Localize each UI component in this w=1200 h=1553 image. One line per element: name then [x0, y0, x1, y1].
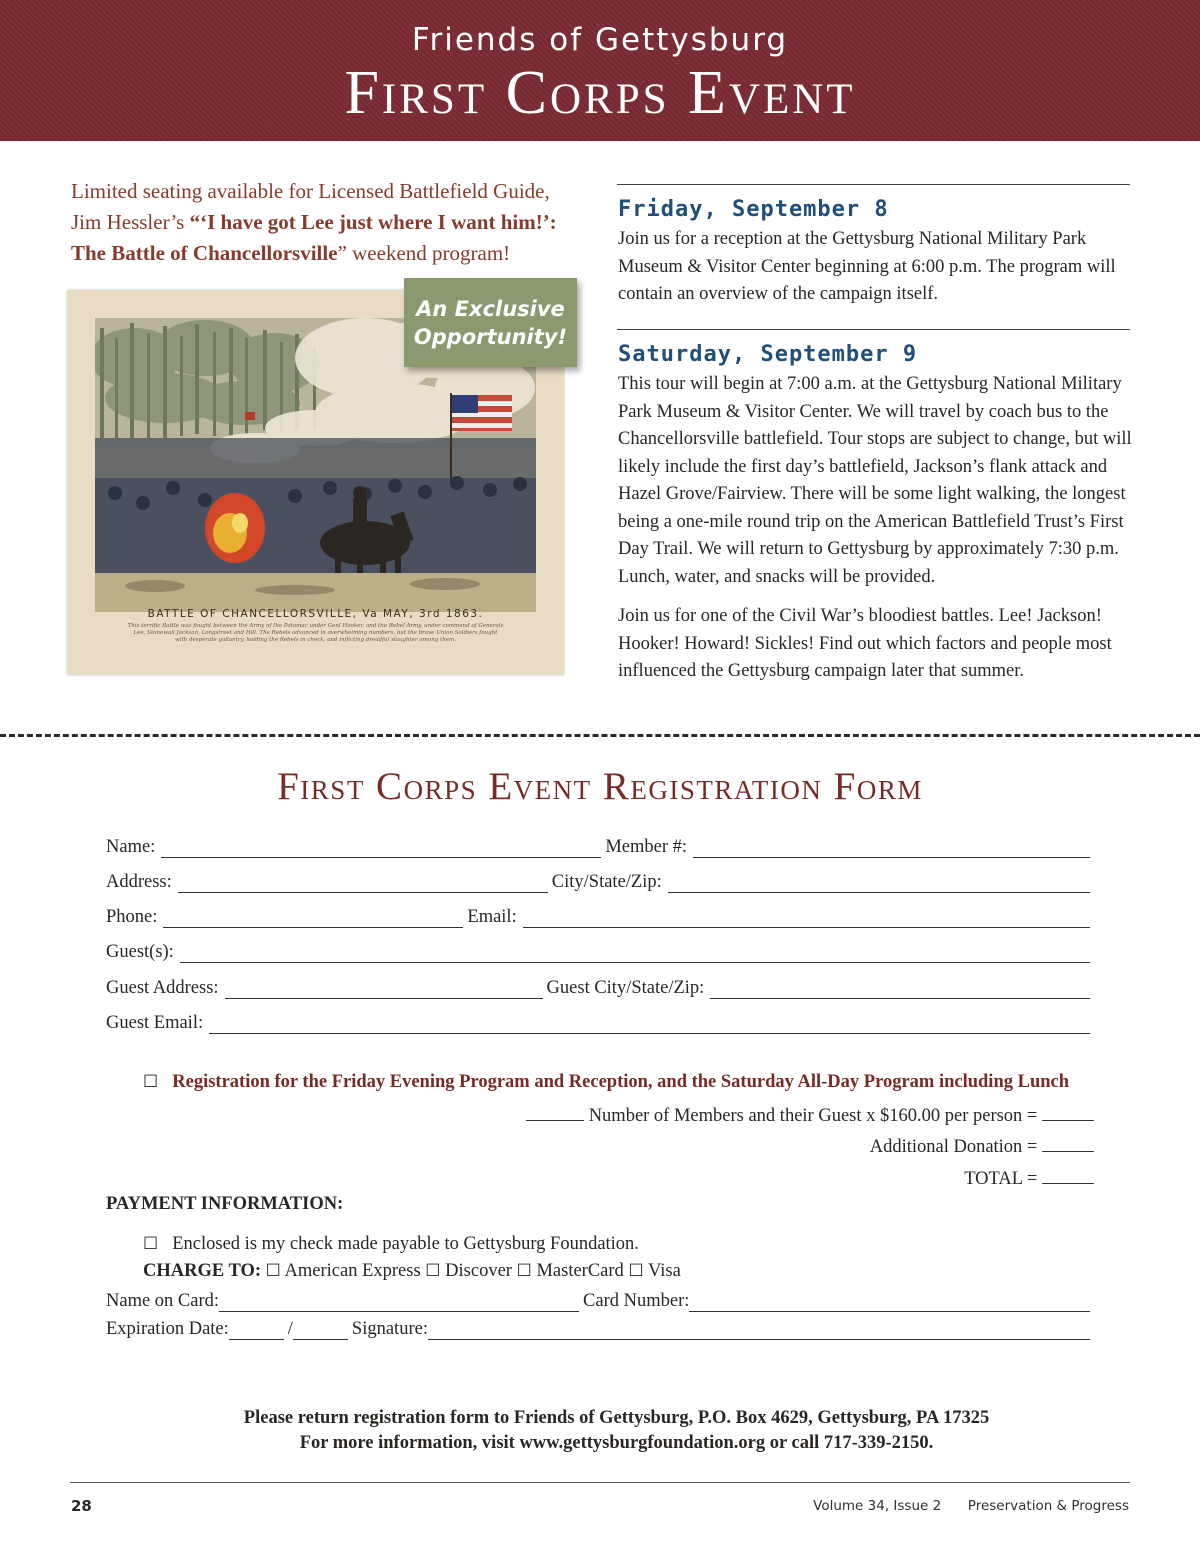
check-option-label: Enclosed is my check made payable to Gettysburg Foundation.	[172, 1234, 639, 1254]
friday-title: Friday, September 8	[618, 197, 889, 222]
banner-title: First Corps Event	[344, 59, 856, 127]
address-field[interactable]	[178, 874, 548, 893]
city-label: City/State/Zip:	[551, 872, 662, 892]
return-address: Please return registration form to Friends of Gettysburg, P.O. Box 4629, Gettysburg, PA 17325	[243, 1408, 990, 1428]
city-state-zip-field[interactable]	[668, 874, 1090, 893]
discover-checkbox[interactable]: ☐	[425, 1261, 441, 1281]
members-subtotal-field[interactable]	[1042, 1104, 1094, 1121]
donation-label: Additional Donation =	[869, 1137, 1038, 1157]
guests-label: Guest(s):	[106, 942, 174, 962]
check-option-row	[143, 1234, 639, 1255]
signature-field[interactable]	[428, 1321, 1090, 1340]
mastercard-checkbox[interactable]: ☐	[516, 1261, 532, 1281]
name-field[interactable]	[161, 839, 601, 858]
exclusive-badge	[404, 278, 577, 367]
expiration-year-field[interactable]	[293, 1321, 348, 1340]
donation-row	[870, 1135, 1094, 1158]
intro-program-title-1: “‘I have got Lee just where I want him!’:	[189, 210, 557, 234]
address-label: Address:	[106, 872, 172, 892]
saturday-text-2: Join us for one of the Civil War’s bloodiest battles. Lee! Jackson! Hooker! Howard! Sickles! Find out which factors and people most influenced the Gettysburg campaign later that summer.	[618, 606, 1112, 681]
total-row	[964, 1167, 1094, 1190]
footer-publication	[813, 1498, 1129, 1514]
guest-email-label: Guest Email:	[106, 1013, 204, 1033]
card-number-field[interactable]	[689, 1293, 1090, 1312]
friday-divider	[617, 184, 1130, 185]
registration-checkbox[interactable]: ☐	[143, 1072, 159, 1092]
return-instructions	[0, 1406, 1200, 1456]
name-on-card-label: Name on Card:	[106, 1291, 220, 1311]
row-guest-email	[106, 1010, 1094, 1034]
member-count-field[interactable]	[526, 1104, 584, 1121]
guest-city-state-zip-field[interactable]	[710, 980, 1090, 999]
charge-to-row	[143, 1261, 681, 1282]
guest-address-field[interactable]	[225, 980, 543, 999]
print-fine-print: This terrific Battle was fought between the Army of the Potomac under Genl Hooker, and the Rebel Army, under command of Generals Lee, Stonewall Jackson, Longstreet and Hill. The Rebels advanced in overwhelming numbers, but the brave Union Soldiers fought with desperate gallantry, holding the Rebels in check, and inflicting dreadful slaughter among them.	[127, 623, 504, 643]
header-banner	[0, 0, 1200, 141]
expiration-label: Expiration Date:	[106, 1319, 229, 1339]
badge-line-1: An Exclusive	[416, 297, 565, 321]
member-number-field[interactable]	[693, 839, 1090, 858]
member-label: Member #:	[605, 837, 687, 857]
row-name-member	[106, 834, 1094, 858]
row-expiration-signature	[106, 1316, 1094, 1340]
email-label: Email:	[467, 907, 517, 927]
charge-to-label: CHARGE TO:	[143, 1261, 262, 1281]
cut-line	[0, 734, 1200, 737]
expiration-month-field[interactable]	[229, 1321, 284, 1340]
guest-email-field[interactable]	[209, 1015, 1090, 1034]
name-label: Name:	[106, 837, 156, 857]
amex-label: American Express	[284, 1261, 421, 1281]
total-label: TOTAL =	[964, 1169, 1038, 1189]
members-calc-row	[526, 1104, 1094, 1127]
signature-label: Signature:	[351, 1319, 428, 1339]
intro-text	[71, 176, 576, 269]
print-caption: BATTLE OF CHANCELLORSVILLE, Va MAY, 3rd 1863.	[147, 608, 484, 620]
registration-option-label: Registration for the Friday Evening Program and Reception, and the Saturday All-Day Program including Lunch	[172, 1072, 1070, 1092]
more-info: For more information, visit www.gettysburgfoundation.org or call 717-339-2150.	[299, 1433, 934, 1453]
row-address-city	[106, 869, 1094, 893]
discover-label: Discover	[445, 1261, 512, 1281]
email-field[interactable]	[523, 909, 1090, 928]
intro-program-title-2: The Battle of Chancellorsville	[71, 241, 338, 265]
saturday-title: Saturday, September 9	[618, 342, 918, 367]
issue-label: Volume 34, Issue 2	[813, 1498, 942, 1514]
row-phone-email	[106, 904, 1094, 928]
intro-lead: Limited seating available for Licensed Battlefield Guide, Jim Hessler’s	[71, 179, 550, 234]
saturday-text: This tour will begin at 7:00 a.m. at the Gettysburg National Military Park Museum & Visitor Center. We will travel by coach bus to the Chancellorsville battlefield. Tour stops are subject to change, but will likely include the first day’s battlefield, Jackson’s flank attack and Hazel Grove/Fairview. There will be some light walking, the longest being a one-mile round trip on the American Battlefield Trust’s First Day Trail. We will return to Gettysburg by approximately 7:30 p.m. Lunch, water, and snacks will be provided.	[618, 374, 1132, 587]
registration-option	[143, 1072, 1095, 1093]
mastercard-label: MasterCard	[536, 1261, 624, 1281]
guests-field[interactable]	[180, 944, 1090, 963]
name-on-card-field[interactable]	[219, 1293, 579, 1312]
payment-heading: PAYMENT INFORMATION:	[106, 1194, 344, 1214]
card-number-label: Card Number:	[583, 1291, 690, 1311]
expiration-slash: /	[287, 1319, 293, 1339]
banner-subtitle: Friends of Gettysburg	[411, 22, 789, 58]
phone-label: Phone:	[106, 907, 158, 927]
check-payment-checkbox[interactable]: ☐	[143, 1234, 159, 1254]
friday-text: Join us for a reception at the Gettysburg National Military Park Museum & Visitor Center beginning at 6:00 p.m. The program will contain an overview of the campaign itself.	[618, 229, 1116, 304]
guest-city-label: Guest City/State/Zip:	[546, 978, 705, 998]
saturday-divider	[617, 329, 1130, 330]
visa-checkbox[interactable]: ☐	[628, 1261, 644, 1281]
form-title: First Corps Event Registration Form	[277, 765, 923, 808]
page-number: 28	[71, 1497, 92, 1515]
guest-address-label: Guest Address:	[106, 978, 219, 998]
intro-tail: ” weekend program!	[337, 241, 511, 265]
publication-name: Preservation & Progress	[967, 1498, 1129, 1514]
row-guests	[106, 939, 1094, 963]
donation-field[interactable]	[1042, 1135, 1094, 1152]
visa-label: Visa	[647, 1261, 681, 1281]
members-calc-label: Number of Members and their Guest x $160.00 per person =	[588, 1106, 1038, 1126]
badge-line-2: Opportunity!	[413, 325, 568, 349]
footer-rule	[70, 1482, 1130, 1483]
amex-checkbox[interactable]: ☐	[265, 1261, 281, 1281]
row-guest-address	[106, 975, 1094, 999]
row-card-name-number	[106, 1288, 1094, 1312]
total-field[interactable]	[1042, 1167, 1094, 1184]
phone-field[interactable]	[163, 909, 463, 928]
